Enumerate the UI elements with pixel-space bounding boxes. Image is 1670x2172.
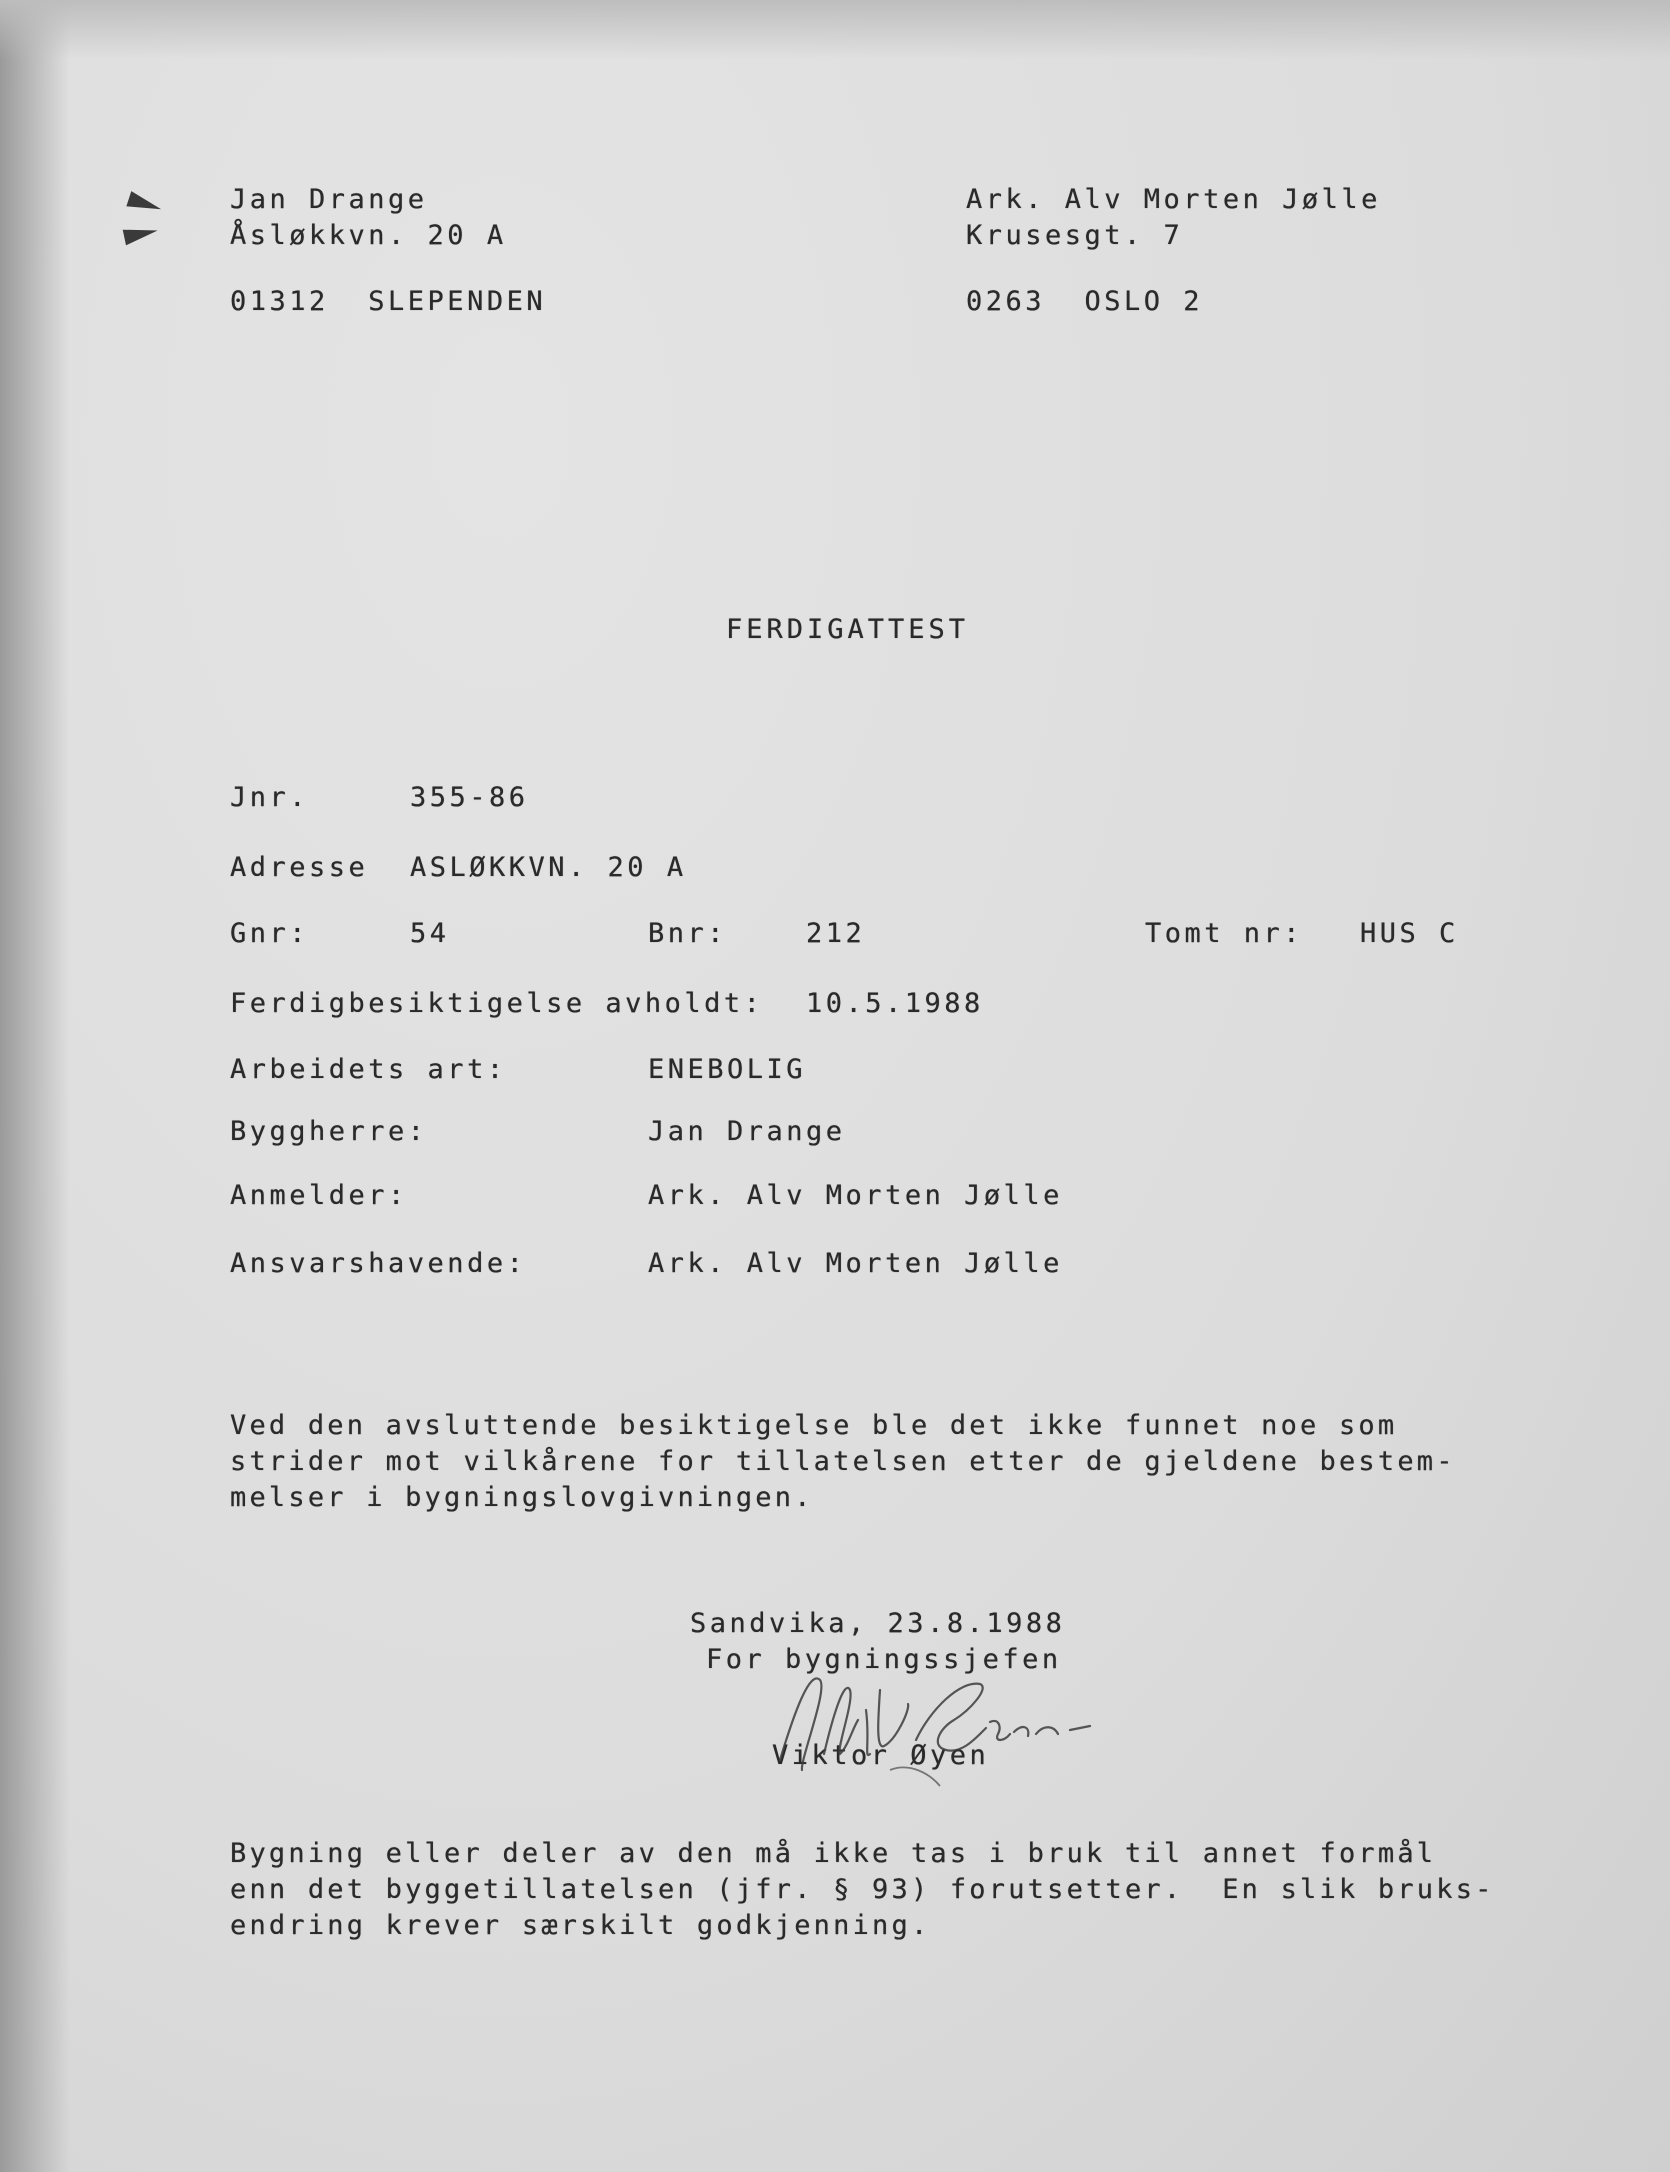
signatory-name: Viktor Øyen [772,1740,990,1771]
gnr-value: 54 [410,918,450,949]
anmelder-label: Anmelder: [230,1180,408,1211]
punch-mark-icon [123,223,160,246]
place-date: Sandvika, 23.8.1988 [690,1608,1066,1639]
sender-postal: 01312 SLEPENDEN [230,286,547,317]
recipient-street: Krusesgt. 7 [966,220,1184,251]
recipient-postal: 0263 OSLO 2 [966,286,1204,317]
tomt-label: Tomt nr: [1145,918,1304,949]
byggherre-value: Jan Drange [648,1116,846,1147]
adresse-label: Adresse [230,852,369,883]
arbeidets-art-value: ENEBOLIG [648,1054,807,1085]
handwritten-signature [740,1650,1120,1790]
ansvarshavende-value: Ark. Alv Morten Jølle [648,1248,1063,1279]
bnr-value: 212 [806,918,866,949]
scan-top-shadow [0,0,1670,60]
gnr-label: Gnr: [230,918,310,949]
jnr-value: 355-86 [410,782,529,813]
besiktigelse-label: Ferdigbesiktigelse avholdt: [230,988,764,1019]
for-line: For bygningssjefen [706,1644,1062,1675]
sender-street: Åsløkkvn. 20 A [230,220,507,251]
body-paragraph-line: strider mot vilkårene for tillatelsen etter de gjeldene bestem- [230,1446,1456,1477]
scan-edge-shadow [0,0,70,2172]
ansvarshavende-label: Ansvarshavende: [230,1248,527,1279]
sender-name: Jan Drange [230,184,428,215]
anmelder-value: Ark. Alv Morten Jølle [648,1180,1063,1211]
tomt-value: HUS C [1360,918,1459,949]
recipient-name: Ark. Alv Morten Jølle [966,184,1381,215]
body-paragraph-line: melser i bygningslovgivningen. [230,1482,814,1513]
punch-mark-icon [126,191,163,217]
body-paragraph-line: Ved den avsluttende besiktigelse ble det ikke funnet noe som [230,1410,1398,1441]
notice-paragraph-line: enn det byggetillatelsen (jfr. § 93) forutsetter. En slik bruks- [230,1874,1495,1905]
adresse-value: ASLØKKVN. 20 A [410,852,687,883]
jnr-label: Jnr. [230,782,310,813]
besiktigelse-value: 10.5.1988 [806,988,984,1019]
byggherre-label: Byggherre: [230,1116,428,1147]
document-title: FERDIGATTEST [726,614,970,645]
bnr-label: Bnr: [648,918,728,949]
notice-paragraph-line: Bygning eller deler av den må ikke tas i bruk til annet formål [230,1838,1437,1869]
arbeidets-art-label: Arbeidets art: [230,1054,507,1085]
notice-paragraph-line: endring krever særskilt godkjenning. [230,1910,931,1941]
